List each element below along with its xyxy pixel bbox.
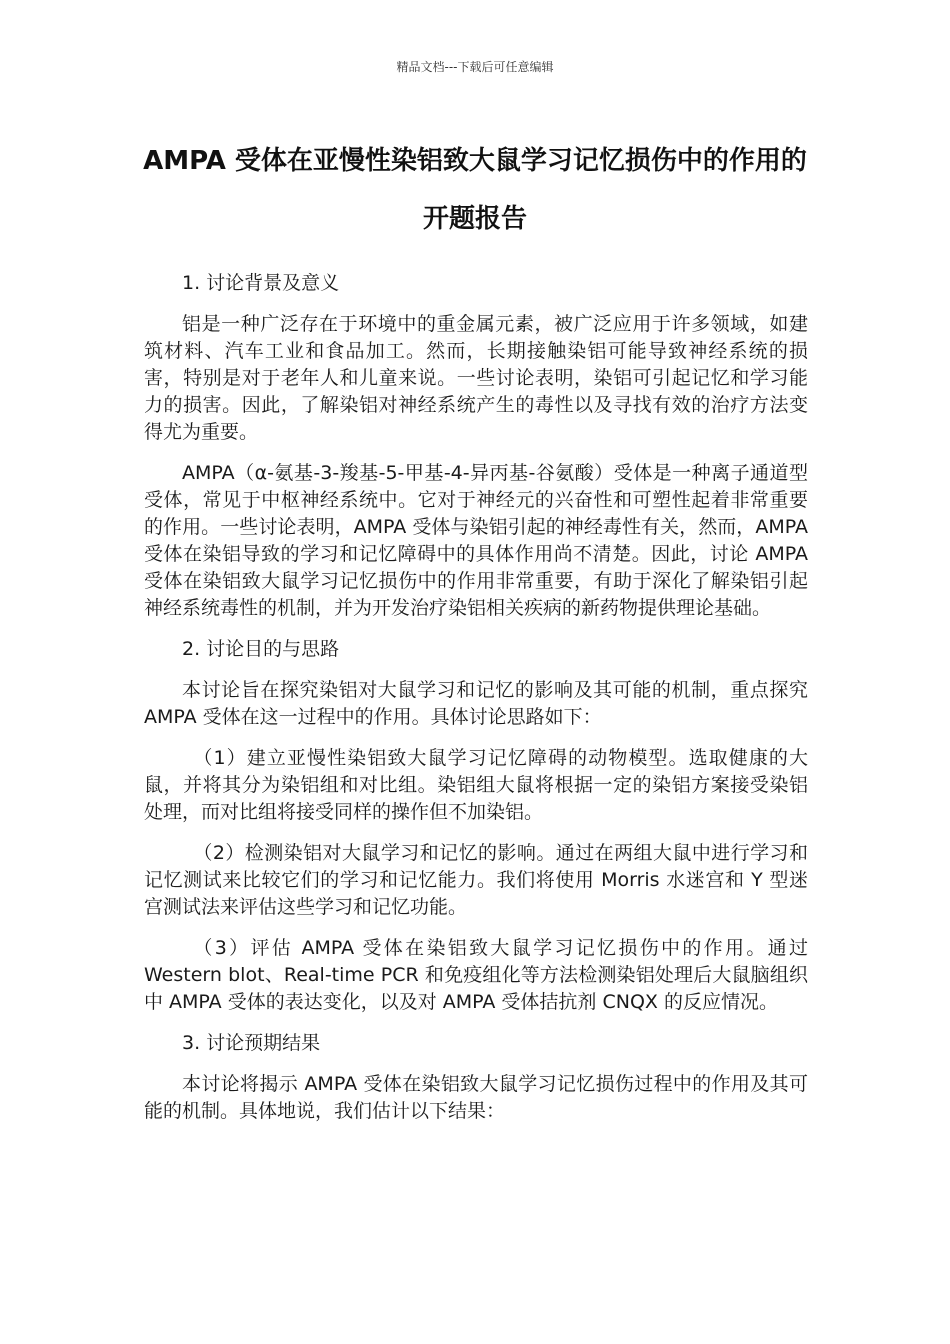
section-heading: 2. 讨论目的与思路 xyxy=(182,638,340,660)
header-note: 精品文档---下载后可任意编辑 xyxy=(396,60,554,74)
paragraph: （1）建立亚慢性染铝致大鼠学习记忆障碍的动物模型。选取健康的大鼠，并将其分为染铝组和对比组。染铝组大鼠将根据一定的染铝方案接受染铝处理，而对比组将接受同样的操作但不加染铝。 xyxy=(144,747,808,823)
section-heading: 3. 讨论预期结果 xyxy=(182,1032,321,1054)
paragraph: （3）评估 AMPA 受体在染铝致大鼠学习记忆损伤中的作用。通过 Western blot、Real-time PCR 和免疫组化等方法检测染铝处理后大鼠脑组织中 AMPA 受体的表达变化，以及对 AMPA 受体拮抗剂 CNQX 的反应情况。 xyxy=(144,937,808,1013)
section-heading: 1. 讨论背景及意义 xyxy=(182,272,340,294)
paragraph: 本讨论将揭示 AMPA 受体在染铝致大鼠学习记忆损伤过程中的作用及其可能的机制。具体地说，我们估计以下结果： xyxy=(144,1073,808,1122)
document-title: AMPA 受体在亚慢性染铝致大鼠学习记忆损伤中的作用的开题报告 xyxy=(143,146,807,234)
paragraph: 铝是一种广泛存在于环境中的重金属元素，被广泛应用于许多领域，如建筑材料、汽车工业和食品加工。然而，长期接触染铝可能导致神经系统的损害，特别是对于老年人和儿童来说。一些讨论表明，染铝可引起记忆和学习能力的损害。因此，了解染铝对神经系统产生的毒性以及寻找有效的治疗方法变得尤为重要。 xyxy=(144,313,808,443)
paragraph: AMPA（α-氨基-3-羧基-5-甲基-4-异丙基-谷氨酸）受体是一种离子通道型受体，常见于中枢神经系统中。它对于神经元的兴奋性和可塑性起着非常重要的作用。一些讨论表明，AMPA 受体与染铝引起的神经毒性有关，然而，AMPA 受体在染铝导致的学习和记忆障碍中的具体作用尚不清楚。因此，讨论 AMPA 受体在染铝致大鼠学习记忆损伤中的作用非常重要，有助于深化了解染铝引起神经系统毒性的机制，并为开发治疗染铝相关疾病的新药物提供理论基础。 xyxy=(144,462,808,619)
paragraph: 本讨论旨在探究染铝对大鼠学习和记忆的影响及其可能的机制，重点探究 AMPA 受体在这一过程中的作用。具体讨论思路如下： xyxy=(144,679,808,728)
document-body xyxy=(144,270,808,1139)
paragraph: （2）检测染铝对大鼠学习和记忆的影响。通过在两组大鼠中进行学习和记忆测试来比较它们的学习和记忆能力。我们将使用 Morris 水迷宫和 Y 型迷宫测试法来评估这些学习和记忆功能。 xyxy=(144,842,808,918)
